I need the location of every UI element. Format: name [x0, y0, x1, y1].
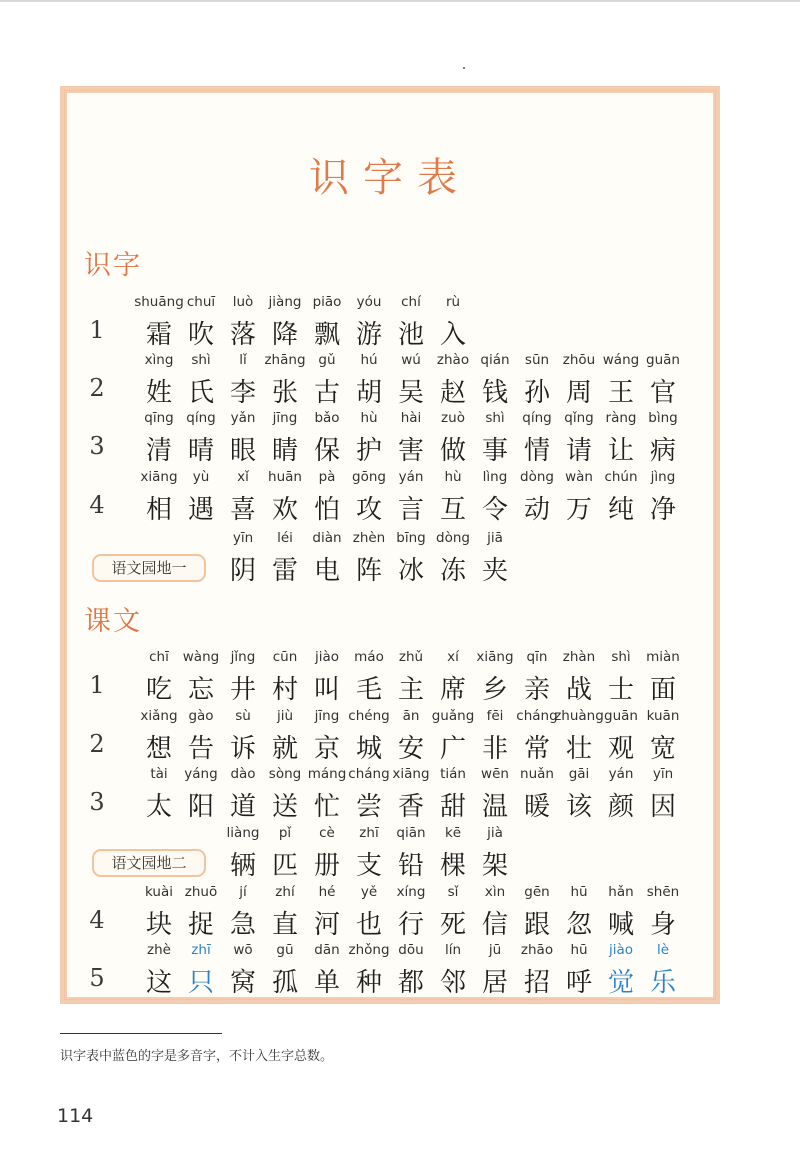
pinyin: máo [354, 649, 384, 665]
hanzi: 游 [355, 320, 382, 350]
hanzi: 捉 [187, 910, 214, 940]
hanzi: 令 [481, 495, 508, 525]
pinyin: lǐ [239, 352, 247, 368]
hanzi: 城 [355, 734, 382, 764]
pinyin: jiù [276, 708, 294, 724]
pinyin: bīng [396, 530, 426, 546]
pinyin: tián [440, 766, 466, 782]
hanzi: 乡 [481, 675, 508, 705]
pinyin: jià [487, 825, 503, 841]
character-cell [638, 764, 688, 824]
pinyin: guān [646, 352, 680, 368]
pinyin: gǔ [318, 352, 336, 368]
hanzi: 李 [229, 378, 256, 408]
pinyin: jīng [314, 708, 340, 724]
character-cell [638, 647, 688, 707]
pinyin: miàn [646, 649, 680, 665]
pinyin: máng [307, 766, 347, 782]
pinyin: zhǒng [348, 942, 390, 958]
pinyin: hé [318, 884, 336, 900]
pinyin: yáng [184, 766, 218, 782]
pinyin: pǐ [278, 825, 292, 841]
hanzi: 辆 [229, 851, 256, 881]
character-cell [470, 823, 520, 883]
hanzi: 古 [313, 378, 340, 408]
hanzi: 告 [187, 734, 214, 764]
hanzi: 欢 [271, 495, 298, 525]
hanzi: 士 [607, 675, 634, 705]
pinyin: jū [488, 942, 502, 958]
hanzi: 亲 [523, 675, 550, 705]
hanzi: 乐 [649, 968, 676, 998]
pinyin: chí [401, 294, 421, 310]
hanzi: 面 [649, 675, 676, 705]
hanzi: 册 [313, 851, 340, 881]
row-number: 1 [89, 671, 105, 699]
pinyin: zhuō [184, 884, 218, 900]
pinyin: wàn [565, 469, 593, 485]
pinyin: wō [233, 942, 253, 958]
character-row [0, 706, 800, 770]
pinyin: jīng [272, 410, 298, 426]
pinyin: yě [360, 884, 378, 900]
hanzi: 孤 [271, 968, 298, 998]
hanzi: 王 [607, 378, 634, 408]
pinyin: dòng [436, 530, 470, 546]
hanzi: 入 [439, 320, 466, 350]
hanzi: 怕 [313, 495, 340, 525]
hanzi: 身 [649, 910, 676, 940]
hanzi: 让 [607, 436, 634, 466]
pinyin: sǐ [447, 884, 459, 900]
hanzi: 常 [523, 734, 550, 764]
character-row [0, 823, 800, 887]
hanzi: 单 [313, 968, 340, 998]
pinyin: nuǎn [520, 766, 554, 782]
character-row [0, 292, 800, 356]
hanzi: 降 [271, 320, 298, 350]
hanzi: 官 [649, 378, 676, 408]
hanzi: 暖 [523, 792, 550, 822]
hanzi: 阳 [187, 792, 214, 822]
pinyin: jiào [314, 649, 340, 665]
pinyin: hù [360, 410, 378, 426]
pinyin: gēn [524, 884, 550, 900]
hanzi: 棵 [439, 851, 466, 881]
pinyin: tài [150, 766, 168, 782]
hanzi: 言 [397, 495, 424, 525]
hanzi: 万 [565, 495, 592, 525]
pinyin: xiāng [140, 469, 178, 485]
pinyin: lè [656, 942, 670, 958]
hanzi: 这 [145, 968, 172, 998]
hanzi: 做 [439, 436, 466, 466]
character-row [0, 467, 800, 531]
pinyin: dào [230, 766, 256, 782]
pinyin: xìng [144, 352, 174, 368]
hanzi: 壮 [565, 734, 592, 764]
pinyin: xǐ [237, 469, 249, 485]
hanzi: 眼 [229, 436, 256, 466]
hanzi: 净 [649, 495, 676, 525]
pinyin: kuān [646, 708, 680, 724]
hanzi: 叫 [313, 675, 340, 705]
pinyin: zhāng [264, 352, 306, 368]
pinyin: jiàng [268, 294, 302, 310]
pinyin: chún [604, 469, 638, 485]
pinyin: zhāo [520, 942, 554, 958]
hanzi: 冻 [439, 556, 466, 586]
pinyin: guǎng [431, 708, 475, 724]
hanzi: 急 [229, 910, 256, 940]
pinyin: piāo [312, 294, 342, 310]
hanzi: 种 [355, 968, 382, 998]
pinyin: sù [235, 708, 251, 724]
hanzi: 邻 [439, 968, 466, 998]
pinyin: zhào [436, 352, 470, 368]
section-title: 课文 [84, 606, 142, 637]
pinyin: gōng [352, 469, 386, 485]
pinyin: dān [314, 942, 340, 958]
hanzi: 赵 [439, 378, 466, 408]
pinyin: zuò [441, 410, 465, 426]
hanzi: 井 [229, 675, 256, 705]
pinyin: qián [480, 352, 510, 368]
hanzi: 河 [313, 910, 340, 940]
hanzi: 情 [523, 436, 550, 466]
character-cell [470, 528, 520, 588]
hanzi: 京 [313, 734, 340, 764]
hanzi: 忘 [187, 675, 214, 705]
character-row [0, 882, 800, 946]
pinyin: shuāng [134, 294, 184, 310]
character-row [0, 940, 800, 1004]
pinyin: xìn [484, 884, 506, 900]
pinyin: sòng [268, 766, 302, 782]
pinyin: huān [268, 469, 302, 485]
hanzi: 护 [355, 436, 382, 466]
pinyin: yīn [232, 530, 254, 546]
hanzi: 吃 [145, 675, 172, 705]
pinyin: wàng [182, 649, 220, 665]
hanzi: 吴 [397, 378, 424, 408]
hanzi: 宽 [649, 734, 676, 764]
top-edge-rule [0, 0, 800, 2]
pinyin: qǐng [564, 410, 594, 426]
pinyin: liàng [226, 825, 260, 841]
hanzi: 架 [481, 851, 508, 881]
pinyin: gāi [568, 766, 590, 782]
character-cell [638, 706, 688, 766]
row-tag: 语文园地二 [92, 849, 206, 877]
pinyin: zhǔ [398, 649, 424, 665]
hanzi: 害 [397, 436, 424, 466]
hanzi: 病 [649, 436, 676, 466]
pinyin: hài [400, 410, 422, 426]
hanzi: 毛 [355, 675, 382, 705]
section-title: 识字 [84, 250, 142, 281]
hanzi: 颜 [607, 792, 634, 822]
hanzi: 广 [439, 734, 466, 764]
hanzi: 周 [565, 378, 592, 408]
hanzi: 池 [397, 320, 424, 350]
pinyin: lín [444, 942, 462, 958]
pinyin: bìng [648, 410, 678, 426]
hanzi: 阴 [229, 556, 256, 586]
hanzi: 请 [565, 436, 592, 466]
pinyin: qīn [526, 649, 548, 665]
hanzi: 保 [313, 436, 340, 466]
pinyin: xiāng [476, 649, 514, 665]
hanzi: 霜 [145, 320, 172, 350]
row-number: 3 [89, 788, 105, 816]
pinyin: chī [149, 649, 169, 665]
pinyin: pà [318, 469, 336, 485]
row-number: 3 [89, 432, 105, 460]
pinyin: hù [444, 469, 462, 485]
pinyin: xiāng [392, 766, 430, 782]
pinyin: jǐng [230, 649, 256, 665]
hanzi: 钱 [481, 378, 508, 408]
character-cell [638, 467, 688, 527]
hanzi: 只 [187, 968, 214, 998]
footnote-rule [60, 1033, 222, 1034]
pinyin: jìng [650, 469, 676, 485]
hanzi: 动 [523, 495, 550, 525]
pinyin: zhè [147, 942, 171, 958]
pinyin: sūn [524, 352, 550, 368]
hanzi: 喊 [607, 910, 634, 940]
pinyin: chéng [348, 708, 390, 724]
hanzi: 温 [481, 792, 508, 822]
page-title: 识字表 [309, 155, 471, 201]
hanzi: 送 [271, 792, 298, 822]
hanzi: 夹 [481, 556, 508, 586]
pinyin: zhōu [562, 352, 596, 368]
row-number: 5 [89, 964, 105, 992]
pinyin: zhí [275, 884, 295, 900]
pinyin: hú [360, 352, 378, 368]
pinyin: shēn [646, 884, 680, 900]
pinyin: qíng [186, 410, 216, 426]
pinyin: wáng [602, 352, 640, 368]
hanzi: 尝 [355, 792, 382, 822]
hanzi: 也 [355, 910, 382, 940]
row-tag: 语文园地一 [92, 554, 206, 582]
pinyin: zhàn [562, 649, 596, 665]
pinyin: bǎo [314, 410, 340, 426]
hanzi: 安 [397, 734, 424, 764]
pinyin: qíng [522, 410, 552, 426]
row-number: 2 [89, 374, 105, 402]
pinyin: guān [604, 708, 638, 724]
hanzi: 铅 [397, 851, 424, 881]
character-row [0, 350, 800, 414]
hanzi: 甜 [439, 792, 466, 822]
hanzi: 睛 [271, 436, 298, 466]
character-row [0, 647, 800, 711]
pinyin: cháng [348, 766, 390, 782]
page-number: 114 [57, 1105, 94, 1127]
character-row [0, 408, 800, 472]
pinyin: diàn [312, 530, 342, 546]
pinyin: hū [570, 884, 588, 900]
hanzi: 雷 [271, 556, 298, 586]
row-number: 2 [89, 730, 105, 758]
pinyin: fēi [486, 708, 504, 724]
character-row [0, 528, 800, 592]
pinyin: lìng [482, 469, 508, 485]
pinyin: shì [191, 352, 211, 368]
hanzi: 招 [523, 968, 550, 998]
row-number: 4 [89, 491, 105, 519]
hanzi: 冰 [397, 556, 424, 586]
hanzi: 飘 [313, 320, 340, 350]
pinyin: cháng [516, 708, 558, 724]
hanzi: 死 [439, 910, 466, 940]
pinyin: yóu [356, 294, 382, 310]
hanzi: 晴 [187, 436, 214, 466]
hanzi: 席 [439, 675, 466, 705]
pinyin: kuài [145, 884, 173, 900]
pinyin: zhèn [352, 530, 386, 546]
hanzi: 遇 [187, 495, 214, 525]
pinyin: yán [608, 766, 634, 782]
hanzi: 攻 [355, 495, 382, 525]
hanzi: 忽 [565, 910, 592, 940]
hanzi: 支 [355, 851, 382, 881]
character-cell [638, 350, 688, 410]
hanzi: 氏 [187, 378, 214, 408]
pinyin: zhī [359, 825, 379, 841]
character-cell [638, 882, 688, 942]
hanzi: 主 [397, 675, 424, 705]
hanzi: 观 [607, 734, 634, 764]
pinyin: hū [570, 942, 588, 958]
hanzi: 互 [439, 495, 466, 525]
hanzi: 居 [481, 968, 508, 998]
hanzi: 窝 [229, 968, 256, 998]
hanzi: 想 [145, 734, 172, 764]
pinyin: zhī [191, 942, 211, 958]
hanzi: 诉 [229, 734, 256, 764]
hanzi: 呼 [565, 968, 592, 998]
pinyin: kē [444, 825, 462, 841]
pinyin: xíng [396, 884, 426, 900]
hanzi: 香 [397, 792, 424, 822]
hanzi: 相 [145, 495, 172, 525]
hanzi: 喜 [229, 495, 256, 525]
hanzi: 行 [397, 910, 424, 940]
pinyin: rù [445, 294, 461, 310]
hanzi: 电 [313, 556, 340, 586]
footnote: 识字表中蓝色的字是多音字，不计入生字总数。 [60, 1049, 334, 1064]
pinyin: qīng [144, 410, 174, 426]
pinyin: wēn [481, 766, 509, 782]
pinyin: yǎn [230, 410, 256, 426]
hanzi: 忙 [313, 792, 340, 822]
hanzi: 直 [271, 910, 298, 940]
hanzi: 村 [271, 675, 298, 705]
hanzi: 纯 [607, 495, 634, 525]
hanzi: 因 [649, 792, 676, 822]
hanzi: 姓 [145, 378, 172, 408]
pinyin: xí [447, 649, 459, 665]
pinyin: jí [239, 884, 247, 900]
hanzi: 觉 [607, 968, 634, 998]
hanzi: 都 [397, 968, 424, 998]
hanzi: 胡 [355, 378, 382, 408]
row-number: 4 [89, 906, 105, 934]
pinyin: chuī [186, 294, 216, 310]
pinyin: dòng [520, 469, 554, 485]
hanzi: 战 [565, 675, 592, 705]
pinyin: hǎn [608, 884, 634, 900]
pinyin: zhuàng [554, 708, 604, 724]
hanzi: 落 [229, 320, 256, 350]
hanzi: 非 [481, 734, 508, 764]
hanzi: 阵 [355, 556, 382, 586]
pinyin: dōu [398, 942, 424, 958]
character-row [0, 764, 800, 828]
pinyin: shì [485, 410, 505, 426]
hanzi: 道 [229, 792, 256, 822]
hanzi: 块 [145, 910, 172, 940]
pinyin: yīn [652, 766, 674, 782]
pinyin: yù [192, 469, 210, 485]
print-speck [463, 67, 465, 69]
hanzi: 事 [481, 436, 508, 466]
character-cell [428, 292, 478, 352]
hanzi: 张 [271, 378, 298, 408]
pinyin: cè [319, 825, 335, 841]
pinyin: wú [401, 352, 421, 368]
hanzi: 信 [481, 910, 508, 940]
hanzi: 跟 [523, 910, 550, 940]
pinyin: cūn [272, 649, 298, 665]
character-cell [638, 940, 688, 1000]
hanzi: 吹 [187, 320, 214, 350]
pinyin: yán [398, 469, 424, 485]
hanzi: 太 [145, 792, 172, 822]
pinyin: gào [188, 708, 214, 724]
character-cell [638, 408, 688, 468]
pinyin: shì [611, 649, 631, 665]
pinyin: luò [232, 294, 254, 310]
pinyin: gū [276, 942, 294, 958]
hanzi: 该 [565, 792, 592, 822]
hanzi: 就 [271, 734, 298, 764]
pinyin: qiān [396, 825, 426, 841]
hanzi: 孙 [523, 378, 550, 408]
pinyin: xiǎng [140, 708, 178, 724]
hanzi: 清 [145, 436, 172, 466]
row-number: 1 [89, 316, 105, 344]
pinyin: léi [277, 530, 293, 546]
hanzi: 匹 [271, 851, 298, 881]
pinyin: jiā [487, 530, 503, 546]
pinyin: ràng [605, 410, 637, 426]
pinyin: jiào [608, 942, 634, 958]
pinyin: ān [402, 708, 420, 724]
